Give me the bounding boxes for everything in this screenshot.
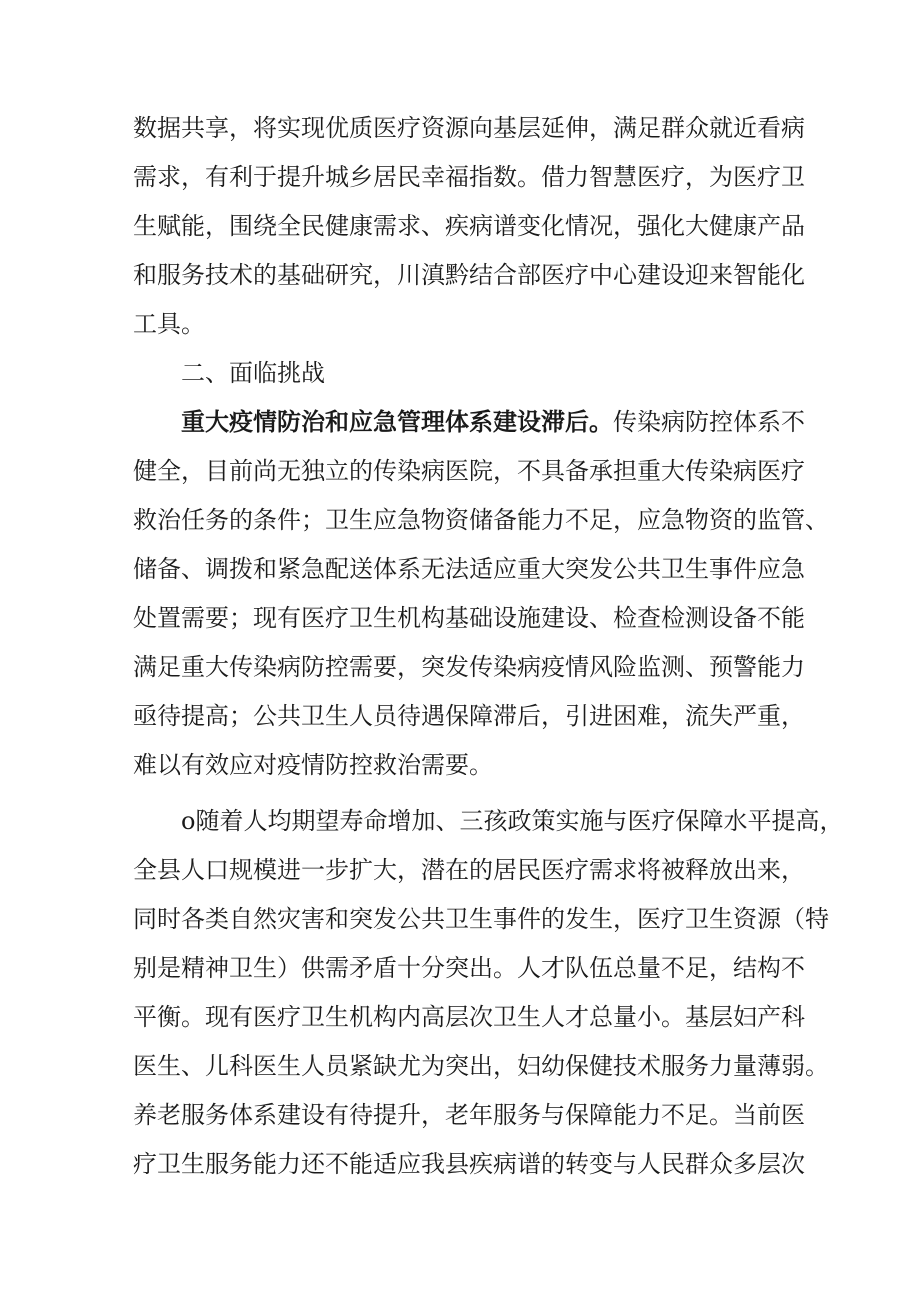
text-line: 同时各类自然灾害和突发公共卫生事件的发生，医疗卫生资源（特 (133, 905, 829, 933)
text-line: 需求，有利于提升城乡居民幸福指数。借力智慧医疗，为医疗卫 (133, 163, 805, 191)
text-line: 全县人口规模进一步扩大，潜在的居民医疗需求将被释放出来， (133, 856, 805, 884)
paragraph-2 (133, 398, 833, 790)
text-line: 救治任务的条件；卫生应急物资储备能力不足，应急物资的监管、 (133, 506, 829, 534)
text-line: 处置需要；现有医疗卫生机构基础设施建设、检查检测设备不能 (133, 604, 805, 632)
text-line: 疗卫生服务能力还不能适应我县疾病谱的转变与人民群众多层次 (133, 1150, 805, 1178)
text-line: 医生、儿科医生人员紧缺尤为突出，妇幼保健技术服务力量薄弱。 (133, 1052, 829, 1080)
text-line: o随着人均期望寿命增加、三孩政策实施与医疗保障水平提高， (181, 807, 844, 835)
text-line: 亟待提高；公共卫生人员待遇保障滞后，引进困难，流失严重， (133, 702, 805, 730)
text-line: 满足重大传染病防控需要，突发传染病疫情风险监测、预警能力 (133, 653, 805, 681)
text-segment: 传染病防控体系不 (613, 408, 805, 436)
bold-lead-sentence: 重大疫情防治和应急管理体系建设滞后。 (181, 408, 613, 436)
text-line: 平衡。现有医疗卫生机构内高层次卫生人才总量小。基层妇产科 (133, 1003, 805, 1031)
text-line: 别是精神卫生）供需矛盾十分突出。人才队伍总量不足，结构不 (133, 954, 805, 982)
paragraph-3 (133, 797, 844, 1189)
section-heading: 二、面临挑战 (181, 359, 325, 387)
text-line: 工具。 (133, 310, 205, 338)
text-line: 储备、调拨和紧急配送体系无法适应重大突发公共卫生事件应急 (133, 555, 805, 583)
paragraph-spacer (133, 790, 833, 797)
text-line (133, 398, 833, 447)
text-line: 难以有效应对疫情防控救治需要。 (133, 751, 493, 779)
text-line: 生赋能，围绕全民健康需求、疾病谱变化情况，强化大健康产品 (133, 212, 805, 240)
document-body (133, 104, 844, 1189)
paragraph-1 (133, 104, 833, 349)
text-line: 养老服务体系建设有待提升，老年服务与保障能力不足。当前医 (133, 1101, 805, 1129)
text-line: 健全，目前尚无独立的传染病医院，不具备承担重大传染病医疗 (133, 457, 805, 485)
text-line: 数据共享，将实现优质医疗资源向基层延伸，满足群众就近看病 (133, 114, 805, 142)
text-line: 和服务技术的基础研究，川滇黔结合部医疗中心建设迎来智能化 (133, 261, 805, 289)
